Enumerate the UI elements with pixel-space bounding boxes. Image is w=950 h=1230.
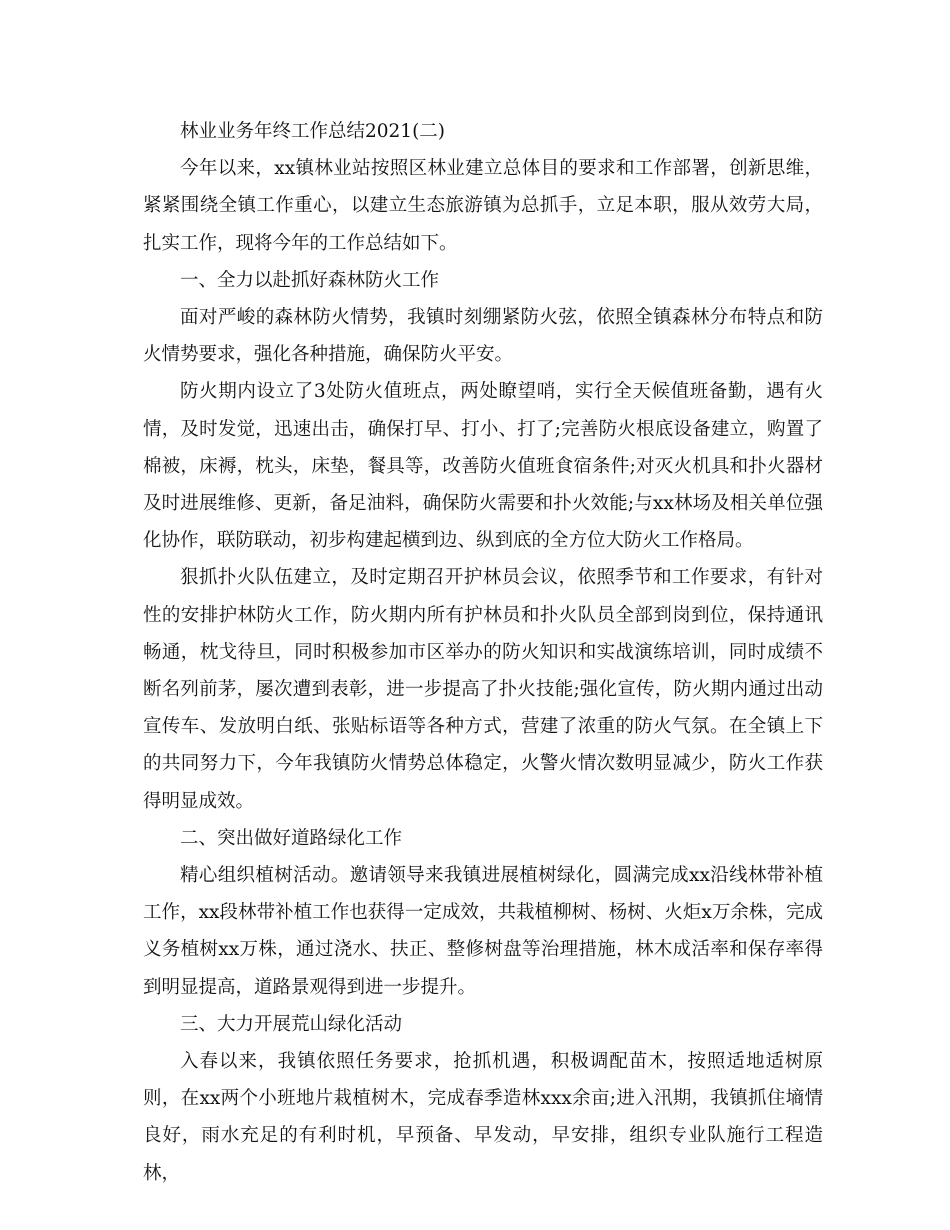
paragraph-spring-afforestation: 入春以来，我镇依照任务要求，抢抓机遇，积极调配苗木，按照适地适树原则，在xx两个小班地片栽植树木，完成春季造林xxx余亩;进入汛期，我镇抓住墒情良好，雨水充足的有利时机，早预备、早发动，早安排，组织专业队施行工程造林， [143, 1051, 823, 1184]
document-title: 林业业务年终工作总结2021(二) [180, 121, 446, 142]
paragraph-fire-duty: 防火期内设立了3处防火值班点，两处瞭望哨，实行全天候值班备勤，遇有火情，及时发觉，迅速出击，确保打早、打小、打了;完善防火根底设备建立，购置了棉被，床褥，枕头，床垫，餐具等，改善防火值班食宿条件;对灭火机具和扑火器材及时进展维修、更新，备足油料，确保防火需要和扑火效能;与xx林场及相关单位强化协作，联防联动，初步构建起横到边、纵到底的全方位大防火工作格局。 [143, 381, 823, 552]
section-heading-fire-prevention: 一、全力以赴抓好森林防火工作 [180, 269, 440, 291]
document-body [143, 113, 823, 1192]
paragraph-tree-planting: 精心组织植树活动。邀请领导来我镇进展植树绿化，圆满完成xx沿线林带补植工作，xx段林带补植工作也获得一定成效，共栽植柳树、杨树、火炬x万余株，完成义务植树xx万株，通过浇水、扶正、整修树盘等治理措施，林木成活率和保存率得到明显提高，道路景观得到进一步提升。 [143, 865, 823, 998]
paragraph-intro: 今年以来，xx镇林业站按照区林业建立总体目的要求和工作部署，创新思维，紧紧围绕全镇工作重心，以建立生态旅游镇为总抓手，立足本职，服从效劳大局，扎实工作，现将今年的工作总结如下。 [143, 158, 823, 254]
paragraph-fire-team: 狠抓扑火队伍建立，及时定期召开护林员会议，依照季节和工作要求，有针对性的安排护林防火工作，防火期内所有护林员和扑火队员全部到岗到位，保持通讯畅通，枕戈待旦，同时积极参加市区举办的防火知识和实战演练培训，同时成绩不断名列前茅，屡次遭到表彰，进一步提高了扑火技能;强化宣传，防火期内通过出动宣传车、发放明白纸、张贴标语等各种方式，营建了浓重的防火气氛。在全镇上下的共同努力下，今年我镇防火情势总体稳定，火警火情次数明显减少，防火工作获得明显成效。 [143, 567, 823, 812]
paragraph-fire-situation: 面对严峻的森林防火情势，我镇时刻绷紧防火弦，依照全镇森林分布特点和防火情势要求，强化各种措施，确保防火平安。 [143, 307, 823, 366]
section-heading-barren-hills: 三、大力开展荒山绿化活动 [180, 1013, 403, 1035]
section-heading-road-greening: 二、突出做好道路绿化工作 [180, 827, 403, 849]
